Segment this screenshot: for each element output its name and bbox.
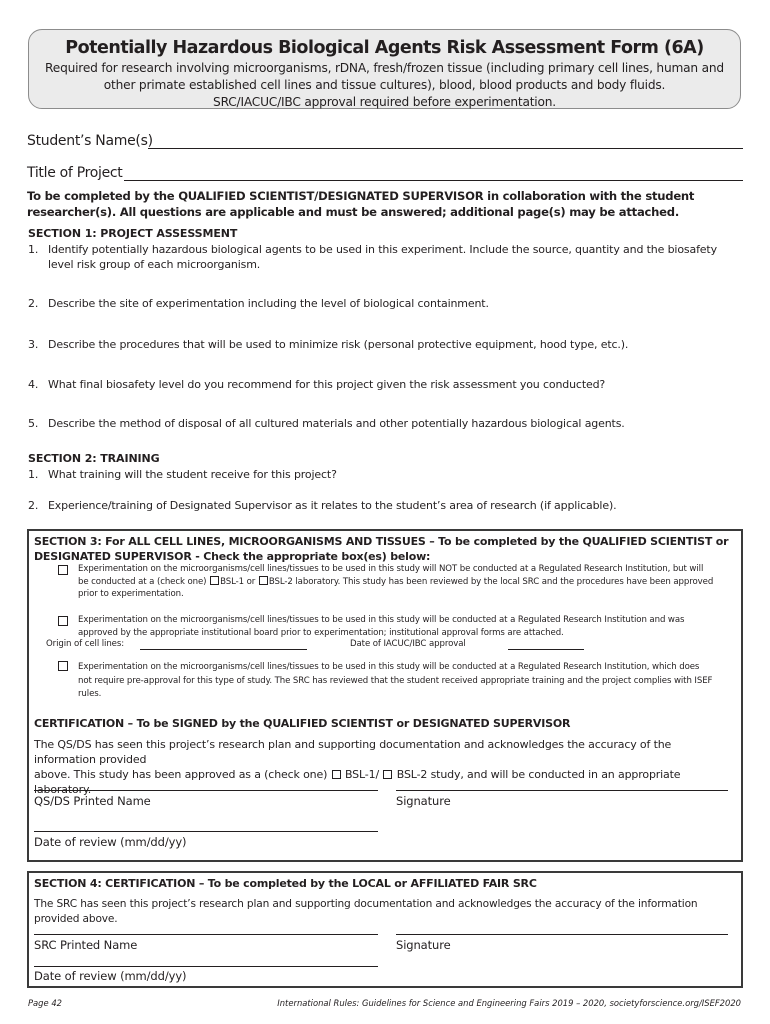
src-date-field[interactable] (34, 966, 378, 967)
section2-item-2 (28, 498, 740, 512)
bsl2-checkbox[interactable] (259, 576, 268, 585)
project-title-label: Title of Project (27, 165, 123, 181)
bsl1-label: BSL-1 or (220, 576, 256, 587)
qsds-signature-label: Signature (396, 794, 451, 808)
certification-text (34, 737, 734, 797)
section3-box (27, 529, 743, 862)
src-name-label: SRC Printed Name (34, 938, 138, 952)
option2-line-a: Experimentation on the microorganisms/cell lines/tissues to be used in this study will be conducted at a Regulated Research Institution and was (78, 615, 685, 625)
option1-text (78, 563, 738, 601)
src-signature-label: Signature (396, 938, 451, 952)
option3-line-c: rules. (78, 689, 102, 699)
section1-item-1 (28, 242, 740, 274)
section4-box (27, 871, 743, 988)
section2-item-1 (28, 467, 740, 483)
option1-line-c: prior to experimentation. (78, 589, 184, 599)
qsds-date-field[interactable] (34, 831, 378, 832)
approval-date-label: Date of IACUC/IBC approval (350, 639, 466, 649)
section1-item-2 (28, 296, 740, 312)
item-number: 1. (28, 243, 39, 256)
src-signature-field[interactable] (396, 934, 728, 935)
item-number: 2. (28, 297, 39, 310)
option3-line-b: not require pre-approval for this type of study. The SRC has reviewed that the student received appropriate training and the project complies with ISEF (78, 675, 713, 686)
src-name-field[interactable] (34, 934, 378, 935)
item-number: 3. (28, 338, 39, 351)
item-number: 1. (28, 468, 39, 481)
cert-bsl2-checkbox[interactable] (383, 770, 392, 779)
certification-heading: CERTIFICATION – To be SIGNED by the QUALIFIED SCIENTIST or DESIGNATED SUPERVISOR (34, 717, 571, 730)
item-text: Identify potentially hazardous biological agents to be used in this experiment. Include the source, quantity and the biosafety level risk group of each microorganism. (48, 243, 717, 271)
certification-line-b-text: above. This study has been approved as a (check one) (34, 768, 328, 781)
section3-heading: SECTION 3: For ALL CELL LINES, MICROORGANISMS AND TISSUES – To be completed by the QUALIFIED SCIENTIST or DESIGNATED SUPERVISOR - Check the appropriate box(es) below: (34, 535, 729, 563)
students-name-field[interactable] (148, 148, 743, 149)
cert-bsl1-label: BSL-1/ (344, 768, 380, 781)
item-text: Describe the method of disposal of all cultured materials and other potentially hazardous biological agents. (48, 417, 625, 430)
intro-instructions: To be completed by the QUALIFIED SCIENTIST/DESIGNATED SUPERVISOR in collaboration with the student researcher(s). All questions are applicable and must be answered; additional page(s) may be attached. (27, 189, 695, 219)
option3-checkbox[interactable] (58, 661, 68, 671)
page-number: Page 42 (28, 998, 62, 1008)
section4-heading: SECTION 4: CERTIFICATION – To be completed by the LOCAL or AFFILIATED FAIR SRC (34, 877, 537, 890)
bsl1-checkbox[interactable] (210, 576, 219, 585)
item-number: 2. (28, 499, 39, 512)
src-date-label: Date of review (mm/dd/yy) (34, 969, 187, 983)
certification-line-a: The QS/DS has seen this project’s research plan and supporting documentation and acknowledges the accuracy of the information provided (34, 738, 672, 766)
form-header (28, 29, 741, 109)
cert-bsl1-checkbox[interactable] (332, 770, 341, 779)
section1-heading: SECTION 1: PROJECT ASSESSMENT (28, 227, 238, 240)
item-text: Describe the site of experimentation including the level of biological containment. (48, 297, 489, 310)
option3-text (78, 661, 738, 702)
section4-text: The SRC has seen this project’s research plan and supporting documentation and acknowledges the accuracy of the information provided above. (34, 898, 698, 925)
item-text: What training will the student receive for this project? (48, 468, 337, 481)
origin-cell-lines-field[interactable] (140, 649, 307, 650)
approval-notice: SRC/IACUC/IBC approval required before experimentation. (213, 95, 556, 109)
item-number: 4. (28, 378, 39, 391)
option1-line-a: Experimentation on the microorganisms/cell lines/tissues to be used in this study will NOT be conducted at a Regulated Research Institution, but will (78, 564, 704, 574)
section2-heading: SECTION 2: TRAINING (28, 452, 160, 465)
option1-line-b (78, 576, 738, 589)
option1-line-b-text: be conducted at a (check one) (78, 576, 207, 587)
origin-cell-lines-label: Origin of cell lines: (46, 639, 125, 649)
form-subtitle: Required for research involving microorganisms, rDNA, fresh/frozen tissue (including primary cell lines, human and other primate established cell lines and tissue cultures), blood, blood products and body fluids. (45, 61, 724, 92)
item-text: What final biosafety level do you recommend for this project given the risk assessment you conducted? (48, 378, 606, 391)
option2-text (78, 614, 738, 639)
section1-item-5 (28, 416, 740, 432)
item-text: Experience/training of Designated Supervisor as it relates to the student’s area of research (if applicable). (48, 499, 617, 512)
option2-line-b: approved by the appropriate institutional board prior to experimentation; institutional approval forms are attached. (78, 627, 564, 638)
qsds-name-field[interactable] (34, 790, 378, 791)
section1-item-4 (28, 377, 740, 393)
item-text: Describe the procedures that will be used to minimize risk (personal protective equipment, hood type, etc.). (48, 338, 629, 351)
certification-line-b (34, 767, 734, 797)
bsl2-label: BSL-2 laboratory. This study has been reviewed by the local SRC and the procedures have been approved (268, 576, 714, 587)
form-title: Potentially Hazardous Biological Agents Risk Assessment Form (6A) (65, 38, 704, 58)
option3-line-a: Experimentation on the microorganisms/cell lines/tissues to be used in this study will be conducted at a Regulated Research Institution, which does (78, 662, 700, 672)
option2-checkbox[interactable] (58, 616, 68, 626)
qsds-date-label: Date of review (mm/dd/yy) (34, 835, 187, 849)
section1-item-3 (28, 337, 740, 353)
option1-checkbox[interactable] (58, 565, 68, 575)
cert-bsl2-label: BSL-2 study, and will be conducted in an appropriate laboratory. (34, 768, 681, 796)
project-title-field[interactable] (124, 180, 743, 181)
approval-date-field[interactable] (508, 649, 584, 650)
qsds-name-label: QS/DS Printed Name (34, 794, 151, 808)
qsds-signature-field[interactable] (396, 790, 728, 791)
students-name-label: Student’s Name(s) (27, 133, 153, 149)
footer-source: International Rules: Guidelines for Science and Engineering Fairs 2019 – 2020, societyforscience.org/ISEF2020 (277, 998, 741, 1008)
item-number: 5. (28, 417, 39, 430)
